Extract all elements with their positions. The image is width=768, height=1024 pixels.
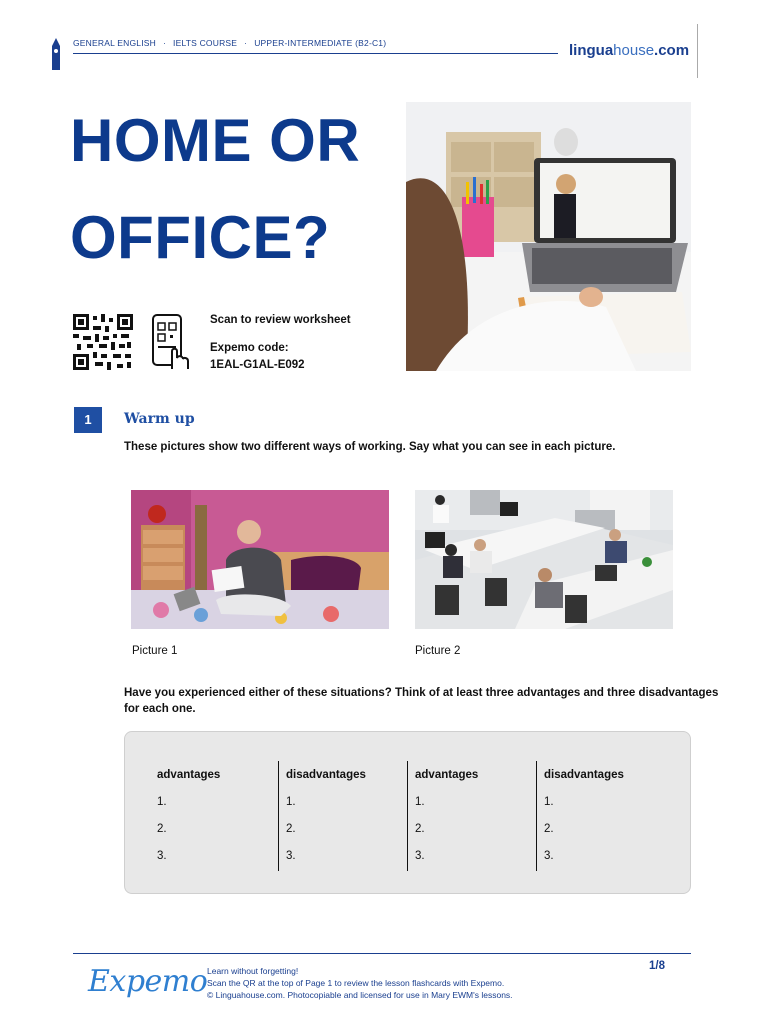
table-column <box>153 760 281 872</box>
discussion-question: Have you experienced either of these situations? Think of at least three advantages and three disadvantages for each one. <box>124 687 719 715</box>
instruction-text: These pictures show two different ways of working. Say what you can see in each picture. <box>124 441 616 453</box>
qr-code-icon[interactable] <box>73 314 133 370</box>
footer-text <box>207 965 627 1001</box>
picture-2-office-working <box>415 490 673 629</box>
list-item: 1. <box>544 796 554 808</box>
scan-info <box>210 312 351 374</box>
picture-2-caption: Picture 2 <box>415 645 461 657</box>
table-column <box>282 760 410 872</box>
column-header: advantages <box>415 769 479 781</box>
advantages-disadvantages-table <box>124 731 691 894</box>
big-ben-icon <box>50 38 62 70</box>
table-column <box>411 760 539 872</box>
list-item: 2. <box>286 823 296 835</box>
footer-instruction: Scan the QR at the top of Page 1 to review the lesson flashcards with Expemo. <box>207 978 505 988</box>
list-item: 3. <box>544 850 554 862</box>
column-header: disadvantages <box>286 769 366 781</box>
column-divider <box>278 761 279 871</box>
picture-1-home-working <box>131 490 389 629</box>
scan-label: Scan to review worksheet <box>210 314 351 326</box>
expemo-code: 1EAL-G1AL-E092 <box>210 359 305 371</box>
page-header <box>50 30 710 60</box>
list-item: 1. <box>286 796 296 808</box>
column-header: disadvantages <box>544 769 624 781</box>
column-header: advantages <box>157 769 221 781</box>
section-number-badge: 1 <box>74 407 102 433</box>
page-title: HOME OR OFFICE? <box>70 107 361 271</box>
phone-scan-icon <box>150 313 192 371</box>
brand-logo[interactable]: linguahouse.com <box>569 42 690 59</box>
list-item: 2. <box>157 823 167 835</box>
header-vertical-rule <box>697 24 698 78</box>
section-title: Warm up <box>124 411 195 427</box>
column-divider <box>536 761 537 871</box>
header-divider <box>73 53 558 54</box>
footer-divider <box>73 953 691 954</box>
list-item: 1. <box>415 796 425 808</box>
list-item: 3. <box>286 850 296 862</box>
breadcrumb: GENERAL ENGLISH · IELTS COURSE · UPPER-INTERMEDIATE (B2-C1) <box>73 38 387 48</box>
expemo-logo[interactable]: Expemo <box>88 964 208 999</box>
breadcrumb-item: GENERAL ENGLISH <box>73 38 156 48</box>
expemo-code-label: Expemo code: <box>210 342 289 354</box>
column-divider <box>407 761 408 871</box>
page-number: 1/8 <box>649 960 665 972</box>
picture-1-caption: Picture 1 <box>132 645 178 657</box>
table-column <box>540 760 668 872</box>
breadcrumb-item: UPPER-INTERMEDIATE (B2-C1) <box>254 38 387 48</box>
hero-photo-online-class <box>406 102 691 371</box>
list-item: 2. <box>415 823 425 835</box>
footer-copyright: © Linguahouse.com. Photocopiable and licensed for use in Mary EWM's lessons. <box>207 990 513 1000</box>
list-item: 1. <box>157 796 167 808</box>
list-item: 2. <box>544 823 554 835</box>
breadcrumb-item: IELTS COURSE <box>173 38 238 48</box>
footer-tagline: Learn without forgetting! <box>207 966 299 976</box>
list-item: 3. <box>415 850 425 862</box>
list-item: 3. <box>157 850 167 862</box>
